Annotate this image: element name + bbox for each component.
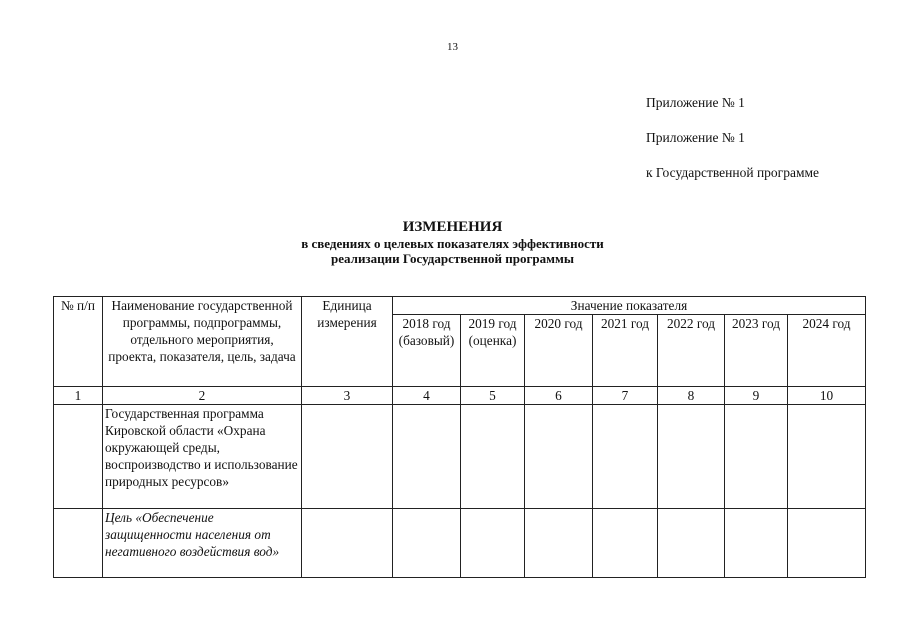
header-unit: Единица измерения [302,297,393,387]
indicators-table [53,296,866,578]
header-year: 2020 год [525,315,593,387]
row-unit [302,405,393,509]
row-value [525,509,593,578]
header-year: 2023 год [725,315,788,387]
row-name: Государственная программа Кировской области «Охрана окружающей среды, воспроизводство и использование природных ресурсов» [103,405,302,509]
column-number: 1 [54,387,103,405]
column-number: 3 [302,387,393,405]
row-value [461,509,525,578]
row-unit [302,509,393,578]
header-row [54,297,866,315]
column-number-row [54,387,866,405]
row-value [593,509,658,578]
row-value [461,405,525,509]
row-value [393,509,461,578]
row-no [54,405,103,509]
appendix-label-repeat: Приложение № 1 [646,130,745,145]
appendix-reference: к Государственной программе [646,165,820,180]
row-value [658,405,725,509]
title-line-2: в сведениях о целевых показателях эффективности [301,236,604,251]
table-row [54,509,866,578]
column-number: 8 [658,387,725,405]
title-line-3: реализации Государственной программы [331,251,574,266]
document-title [0,219,905,266]
header-year: 2022 год [658,315,725,387]
page-number: 13 [447,41,458,53]
appendix-label: Приложение № 1 [646,95,745,110]
row-value [788,509,866,578]
table-row [54,405,866,509]
header-no: № п/п [54,297,103,387]
header-year: 2024 год [788,315,866,387]
header-year: 2019 год (оценка) [461,315,525,387]
row-name: Цель «Обеспечение защищенности населения от негативного воздействия вод» [103,509,302,578]
header-year: 2018 год (базовый) [393,315,461,387]
row-no [54,509,103,578]
column-number: 9 [725,387,788,405]
column-number: 6 [525,387,593,405]
row-value [593,405,658,509]
column-number: 10 [788,387,866,405]
row-value [658,509,725,578]
row-value [393,405,461,509]
column-number: 4 [393,387,461,405]
row-value [788,405,866,509]
column-number: 7 [593,387,658,405]
column-number: 2 [103,387,302,405]
column-number: 5 [461,387,525,405]
title-main: ИЗМЕНЕНИЯ [402,219,503,235]
header-year: 2021 год [593,315,658,387]
header-value: Значение показателя [393,297,866,315]
row-value [725,509,788,578]
header-name: Наименование государственной программы, подпрограммы, отдельного мероприятия, проекта, показателя, цель, задача [103,297,302,387]
row-value [525,405,593,509]
row-value [725,405,788,509]
